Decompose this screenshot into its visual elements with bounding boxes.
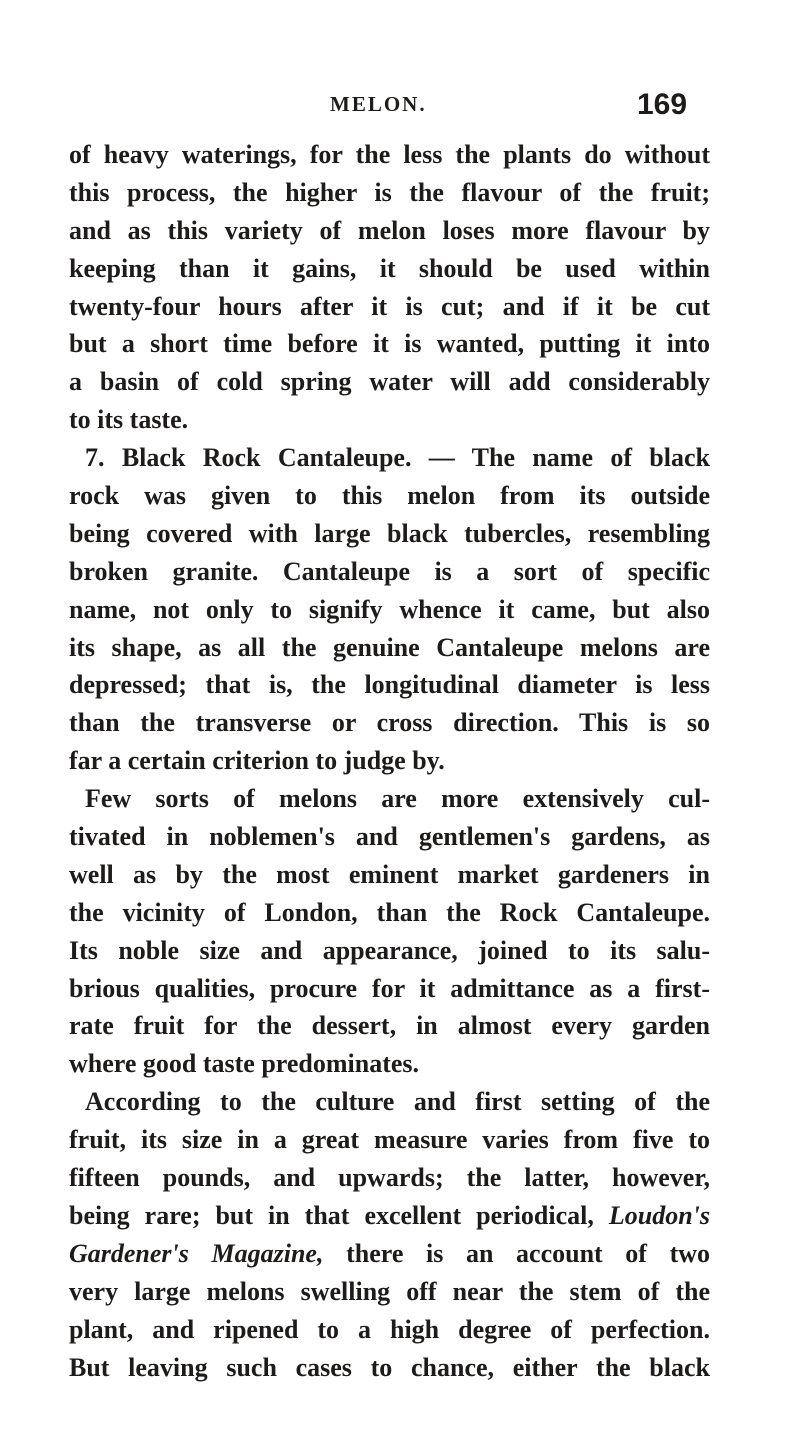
text-line: name, not only to signify whence it came, but also [69, 594, 710, 624]
text-line: well as by the most eminent market gardeners in [69, 859, 710, 889]
page-header [0, 88, 800, 128]
text-line: According to the culture and first setting of the [85, 1087, 710, 1117]
text-segment: being rare; but in that excellent periodical, [69, 1200, 594, 1230]
text-line: where good taste predominates. [69, 1049, 420, 1079]
italic-title: Gardener's Magazine, [69, 1238, 324, 1268]
text-line: But leaving such cases to chance, either the black [69, 1352, 710, 1382]
text-line: far a certain criterion to judge by. [69, 746, 445, 776]
text-line: fruit, its size in a great measure varies from five to [69, 1125, 710, 1155]
text-line: plant, and ripened to a high degree of perfection. [69, 1314, 710, 1344]
text-line: and as this variety of melon loses more flavour by [69, 215, 710, 245]
page-number: 169 [637, 88, 688, 121]
text-line: fifteen pounds, and upwards; the latter, however, [69, 1163, 710, 1193]
text-line: of heavy waterings, for the less the plants do without [69, 140, 710, 169]
body-text [69, 136, 710, 1386]
text-line: a basin of cold spring water will add considerably [69, 367, 710, 397]
italic-title: Loudon's [608, 1200, 710, 1230]
running-head: MELON. [330, 92, 427, 116]
text-line: broken granite. Cantaleupe is a sort of specific [69, 556, 710, 586]
text-line: this process, the higher is the flavour of the fruit; [69, 177, 710, 207]
text-line: twenty-four hours after it is cut; and if it be cut [69, 291, 710, 321]
text-line: to its taste. [69, 405, 189, 435]
text-line [69, 1197, 710, 1235]
text-line: its shape, as all the genuine Cantaleupe melons are [69, 632, 710, 662]
text-line: keeping than it gains, it should be used within [69, 253, 710, 283]
text-line: 7. Black Rock Cantaleupe. — The name of black [85, 443, 710, 473]
text-line: very large melons swelling off near the stem of the [69, 1276, 710, 1306]
text-line: tivated in noblemen's and gentlemen's gardens, as [69, 822, 710, 852]
text-line: rate fruit for the dessert, in almost every garden [69, 1011, 710, 1041]
text-segment: there is an account of two [346, 1238, 710, 1268]
text-line: being covered with large black tubercles, resembling [69, 518, 710, 548]
text-line: depressed; that is, the longitudinal diameter is less [69, 670, 710, 700]
text-line: Its noble size and appearance, joined to its salu- [69, 935, 710, 965]
text-line [69, 1235, 710, 1273]
text-line: the vicinity of London, than the Rock Cantaleupe. [69, 897, 710, 927]
text-line: brious qualities, procure for it admittance as a first- [69, 973, 710, 1003]
text-line: rock was given to this melon from its outside [69, 481, 710, 511]
text-line: but a short time before it is wanted, putting it into [69, 329, 710, 359]
text-line: than the transverse or cross direction. This is so [69, 708, 710, 738]
text-line: Few sorts of melons are more extensively cul- [85, 784, 710, 814]
